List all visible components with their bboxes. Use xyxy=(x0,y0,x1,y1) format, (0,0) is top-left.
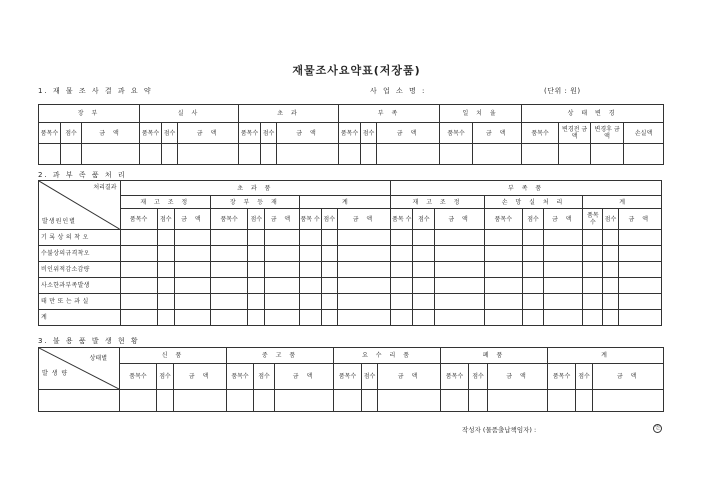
col-items: 품목 수 xyxy=(299,209,321,230)
col-items: 품목수 xyxy=(120,364,157,390)
col-items: 품목 수 xyxy=(583,209,603,230)
table-row xyxy=(39,294,662,310)
col-state-items: 품목수 xyxy=(522,123,559,144)
cell[interactable] xyxy=(227,390,254,412)
cell[interactable] xyxy=(140,144,162,165)
col-items: 품목수 xyxy=(227,364,254,390)
table-row-total xyxy=(39,310,662,326)
col-amount: 금 액 xyxy=(435,209,484,230)
cell[interactable] xyxy=(39,144,61,165)
col-items: 품목수 xyxy=(239,123,261,144)
col-amount: 금 액 xyxy=(473,123,522,144)
diag-bottom-label: 발 생 량 xyxy=(42,370,69,377)
col-count: 점수 xyxy=(603,209,618,230)
row-label: 기 록 상 의 착 오 xyxy=(39,230,121,246)
over-items-group: 초 과 품 xyxy=(120,181,391,196)
over-stock-adjust: 재 고 조 정 xyxy=(120,196,211,209)
col-items: 품목수 xyxy=(548,364,576,390)
short-items-group: 부 족 품 xyxy=(391,181,662,196)
cell[interactable] xyxy=(178,144,239,165)
diag-top-label: 상태별 xyxy=(89,355,107,362)
business-name-label: 사 업 소 명 : xyxy=(370,87,427,95)
col-items: 품목수 xyxy=(441,364,469,390)
col-items: 품목수 xyxy=(484,209,522,230)
col-amount: 금 액 xyxy=(178,123,239,144)
col-items: 품목수 xyxy=(339,123,361,144)
group-shortage: 부 족 xyxy=(339,105,440,123)
unit-label: (단위 : 원) xyxy=(544,87,581,95)
summary-table xyxy=(38,104,664,165)
col-amount: 금 액 xyxy=(174,209,210,230)
cell[interactable] xyxy=(591,144,624,165)
col-items: 품목수 xyxy=(211,209,248,230)
col-amount: 금 액 xyxy=(593,364,664,390)
row-label: 계 xyxy=(39,310,121,326)
diagonal-header xyxy=(39,348,120,390)
col-count: 점수 xyxy=(413,209,435,230)
col-after-amount: 변경후 금 액 xyxy=(591,123,624,144)
group-excess: 초 과 xyxy=(239,105,339,123)
cell[interactable] xyxy=(254,390,275,412)
diagonal-line xyxy=(39,348,119,389)
col-count: 점수 xyxy=(162,123,178,144)
col-amount: 금 액 xyxy=(275,364,334,390)
group-match-rate: 일 치 율 xyxy=(440,105,522,123)
over-short-table xyxy=(38,180,662,326)
cell[interactable] xyxy=(441,390,469,412)
cell[interactable] xyxy=(624,144,664,165)
writer-label: 작성자 (물품출납책임자) : xyxy=(462,426,537,434)
over-total: 계 xyxy=(299,196,391,209)
section2-heading: 2. 과 부 족 품 처 리 xyxy=(38,171,127,179)
col-count: 점수 xyxy=(61,123,82,144)
col-count: 점수 xyxy=(321,209,337,230)
group-used: 중 고 품 xyxy=(227,348,334,364)
group-scrap: 폐 품 xyxy=(441,348,548,364)
col-count: 점수 xyxy=(261,123,277,144)
col-amount: 금 액 xyxy=(378,364,441,390)
seal-mark: 인 xyxy=(653,424,662,433)
cell[interactable] xyxy=(120,390,157,412)
col-amount: 금 액 xyxy=(544,209,583,230)
col-count: 점수 xyxy=(248,209,265,230)
col-amount: 금 액 xyxy=(265,209,299,230)
row-label: 비인위적감소감량 xyxy=(39,262,121,278)
col-count: 점수 xyxy=(469,364,488,390)
col-amount: 금 액 xyxy=(488,364,548,390)
col-count: 점수 xyxy=(576,364,593,390)
short-stock-adjust: 재 고 조 정 xyxy=(391,196,485,209)
col-count: 점수 xyxy=(362,364,378,390)
group-ledger: 장 부 xyxy=(39,105,140,123)
col-count: 점수 xyxy=(157,209,174,230)
cell[interactable] xyxy=(469,390,488,412)
cell[interactable] xyxy=(576,390,593,412)
row-label: 수불상의규격착오 xyxy=(39,246,121,262)
col-amount: 금 액 xyxy=(174,364,227,390)
cell[interactable] xyxy=(157,390,174,412)
group-state-change: 상 태 변 경 xyxy=(522,105,664,123)
cell[interactable] xyxy=(277,144,339,165)
group-total: 계 xyxy=(548,348,664,364)
cell[interactable] xyxy=(61,144,82,165)
group-actual: 실 사 xyxy=(140,105,239,123)
group-new: 신 품 xyxy=(120,348,227,364)
cell[interactable] xyxy=(275,390,334,412)
col-amount: 금 액 xyxy=(337,209,390,230)
col-items: 품목수 xyxy=(120,209,157,230)
cell[interactable] xyxy=(174,390,227,412)
surplus-table xyxy=(38,347,664,412)
cell[interactable] xyxy=(261,144,277,165)
over-ledger-entry: 장 부 등 재 xyxy=(211,196,300,209)
col-count: 점수 xyxy=(522,209,543,230)
col-loss: 손실액 xyxy=(624,123,664,144)
col-count: 점수 xyxy=(361,123,377,144)
table-row xyxy=(39,230,662,246)
cell[interactable] xyxy=(362,390,378,412)
row-label: 태 만 또 는 과 실 xyxy=(39,294,121,310)
col-count: 점수 xyxy=(157,364,174,390)
col-count: 점수 xyxy=(254,364,275,390)
group-repair: 요 수 리 품 xyxy=(334,348,441,364)
col-amount: 금 액 xyxy=(277,123,339,144)
diag-bottom-label: 발생원인별 xyxy=(42,218,76,225)
short-loss-handling: 손 망 실 처 리 xyxy=(484,196,583,209)
col-items: 품목 수 xyxy=(391,209,413,230)
section1-heading: 1. 재 물 조 사 결 과 요 약 xyxy=(38,87,153,95)
table-row xyxy=(39,278,662,294)
cell[interactable] xyxy=(488,390,548,412)
cell[interactable] xyxy=(339,144,361,165)
cell[interactable] xyxy=(559,144,591,165)
page-title: 재물조사요약표(저장품) xyxy=(292,64,421,77)
cell[interactable] xyxy=(522,144,559,165)
section3-heading: 3. 불 용 품 발 생 현 황 xyxy=(38,337,140,345)
col-items: 품목수 xyxy=(39,123,61,144)
short-total: 계 xyxy=(583,196,662,209)
col-items: 품목수 xyxy=(334,364,362,390)
diagonal-header xyxy=(39,181,121,230)
row-label: 사소한과부족발생 xyxy=(39,278,121,294)
col-before-amount: 변경전 금 액 xyxy=(559,123,591,144)
col-items: 품목수 xyxy=(140,123,162,144)
cell[interactable] xyxy=(82,144,140,165)
col-amount: 금 액 xyxy=(377,123,440,144)
table-row xyxy=(39,246,662,262)
col-items: 품목수 xyxy=(440,123,473,144)
cell[interactable] xyxy=(334,390,362,412)
cell[interactable] xyxy=(239,144,261,165)
cell[interactable] xyxy=(593,390,664,412)
diag-top-label: 처리결과 xyxy=(93,184,117,191)
cell[interactable] xyxy=(548,390,576,412)
col-amount: 금 액 xyxy=(82,123,140,144)
cell[interactable] xyxy=(361,144,377,165)
cell[interactable] xyxy=(440,144,473,165)
cell[interactable] xyxy=(162,144,178,165)
cell[interactable] xyxy=(378,390,441,412)
table-row xyxy=(39,262,662,278)
cell[interactable] xyxy=(377,144,440,165)
cell[interactable] xyxy=(473,144,522,165)
col-amount: 금 액 xyxy=(618,209,662,230)
